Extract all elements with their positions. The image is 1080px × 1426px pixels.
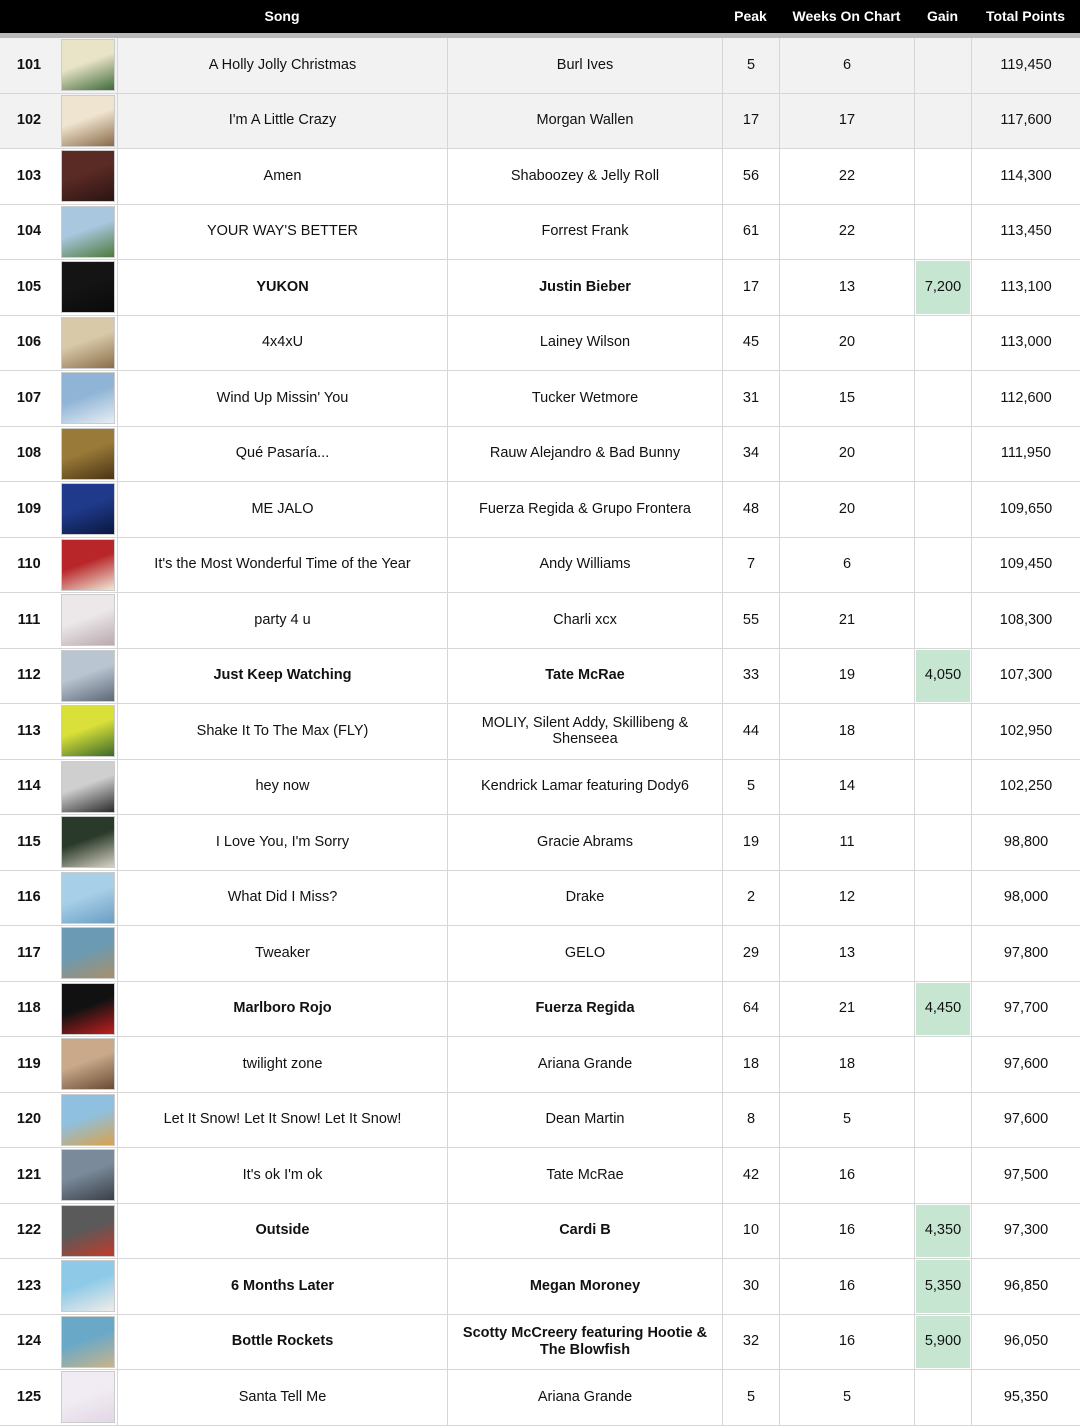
weeks-on-chart-cell: 16 [779, 1204, 914, 1259]
total-points-cell: 108,300 [971, 593, 1080, 648]
table-row[interactable] [0, 149, 1080, 205]
weeks-on-chart-cell: 5 [779, 1093, 914, 1148]
table-row[interactable] [0, 1370, 1080, 1426]
peak-cell: 29 [722, 926, 779, 981]
total-points-cell: 109,450 [971, 538, 1080, 593]
album-art-image[interactable] [61, 927, 115, 979]
artist-name[interactable]: Charli xcx [447, 593, 722, 648]
header-peak[interactable]: Peak [734, 8, 767, 24]
album-art-image[interactable] [61, 1149, 115, 1201]
gain-cell [914, 149, 971, 204]
rank-cell: 117 [17, 944, 41, 961]
gain-cell [914, 538, 971, 593]
peak-cell: 17 [722, 260, 779, 315]
table-row[interactable] [0, 260, 1080, 316]
rank-cell: 102 [16, 112, 42, 129]
gain-cell [914, 815, 971, 870]
table-row[interactable] [0, 482, 1080, 538]
weeks-on-chart-cell: 20 [779, 427, 914, 482]
total-points-cell: 113,450 [971, 205, 1080, 260]
table-row[interactable] [0, 538, 1080, 594]
peak-cell: 5 [722, 1370, 779, 1425]
song-title[interactable]: Qué Pasaría... [117, 427, 447, 482]
total-points-cell: 96,050 [971, 1315, 1080, 1370]
artist-name[interactable]: Tate McRae [447, 1148, 722, 1203]
gain-cell [914, 649, 971, 704]
song-title[interactable]: What Did I Miss? [117, 871, 447, 926]
weeks-on-chart-cell: 16 [779, 1148, 914, 1203]
gain-cell [914, 205, 971, 260]
weeks-on-chart-cell: 14 [779, 760, 914, 815]
gain-cell [914, 371, 971, 426]
album-art-cell [58, 1315, 117, 1370]
rank-cell: 121 [16, 1166, 42, 1183]
total-points-cell: 109,650 [971, 482, 1080, 537]
rank-cell: 104 [16, 223, 42, 240]
total-points-cell: 97,300 [971, 1204, 1080, 1259]
gain-cell [914, 1037, 971, 1092]
total-points-cell: 111,950 [971, 427, 1080, 482]
song-title[interactable]: twilight zone [117, 1037, 447, 1092]
weeks-on-chart-cell: 21 [779, 593, 914, 648]
song-title[interactable]: YOUR WAY'S BETTER [117, 205, 447, 260]
table-row[interactable] [0, 982, 1080, 1038]
total-points-cell: 113,000 [971, 316, 1080, 371]
peak-cell: 30 [722, 1259, 779, 1314]
gain-highlight: 5,900 [916, 1316, 970, 1369]
table-row[interactable] [0, 593, 1080, 649]
artist-name[interactable]: Shaboozey & Jelly Roll [447, 149, 722, 204]
gain-highlight: 5,350 [916, 1260, 970, 1313]
table-row[interactable] [0, 205, 1080, 261]
artist-name[interactable]: Ariana Grande [447, 1037, 722, 1092]
artist-name[interactable]: Tucker Wetmore [447, 371, 722, 426]
album-art-cell [58, 371, 117, 426]
album-art-image[interactable] [61, 372, 115, 424]
table-row[interactable] [0, 94, 1080, 150]
song-title[interactable]: It's the Most Wonderful Time of the Year [117, 538, 447, 593]
gain-cell [914, 926, 971, 981]
peak-cell: 5 [722, 38, 779, 93]
album-art-image[interactable] [61, 872, 115, 924]
gain-highlight: 4,450 [916, 983, 970, 1036]
rank-cell: 108 [16, 445, 42, 462]
weeks-on-chart-cell: 13 [779, 926, 914, 981]
artist-name[interactable]: Fuerza Regida [447, 982, 722, 1037]
weeks-on-chart-cell: 19 [779, 649, 914, 704]
album-art-image[interactable] [61, 705, 115, 757]
total-points-cell: 97,700 [971, 982, 1080, 1037]
album-art-cell [58, 482, 117, 537]
album-art-cell [58, 205, 117, 260]
total-points-cell: 97,800 [971, 926, 1080, 981]
song-title[interactable]: Wind Up Missin' You [117, 371, 447, 426]
rank-cell: 113 [17, 722, 41, 739]
artist-name[interactable]: Dean Martin [447, 1093, 722, 1148]
rank-cell: 123 [16, 1277, 42, 1294]
peak-cell: 31 [722, 371, 779, 426]
rank-cell: 114 [17, 778, 41, 795]
table-row[interactable] [0, 1093, 1080, 1149]
total-points-cell: 107,300 [971, 649, 1080, 704]
album-art-cell [58, 1259, 117, 1314]
weeks-on-chart-cell: 6 [779, 38, 914, 93]
peak-cell: 8 [722, 1093, 779, 1148]
table-row[interactable] [0, 316, 1080, 372]
peak-cell: 56 [722, 149, 779, 204]
header-artist[interactable] [447, 0, 722, 33]
album-art-image[interactable] [61, 1260, 115, 1312]
artist-name[interactable]: Megan Moroney [447, 1259, 722, 1314]
artist-name[interactable]: Fuerza Regida & Grupo Frontera [447, 482, 722, 537]
header-gain[interactable]: Gain [926, 8, 959, 24]
gain-cell [914, 760, 971, 815]
album-art-cell [58, 1093, 117, 1148]
album-art-image[interactable] [61, 261, 115, 313]
song-title[interactable]: Tweaker [117, 926, 447, 981]
rank-cell: 124 [16, 1333, 42, 1350]
song-title[interactable]: I'm A Little Crazy [117, 94, 447, 149]
header-weeks[interactable]: Weeks On Chart [792, 8, 901, 24]
gain-cell [914, 704, 971, 759]
album-art-cell [58, 704, 117, 759]
gain-cell [914, 316, 971, 371]
total-points-cell: 97,500 [971, 1148, 1080, 1203]
album-art-image[interactable] [61, 650, 115, 702]
song-title[interactable]: Let It Snow! Let It Snow! Let It Snow! [117, 1093, 447, 1148]
weeks-on-chart-cell: 11 [779, 815, 914, 870]
artist-name[interactable]: MOLIY, Silent Addy, Skillibeng & Shenseea [447, 704, 722, 759]
peak-cell: 2 [722, 871, 779, 926]
album-art-cell [58, 316, 117, 371]
gain-cell [914, 1204, 971, 1259]
rank-cell: 122 [16, 1222, 42, 1239]
song-title[interactable]: Marlboro Rojo [117, 982, 447, 1037]
album-art-cell [58, 982, 117, 1037]
weeks-on-chart-cell: 15 [779, 371, 914, 426]
artist-name[interactable]: Ariana Grande [447, 1370, 722, 1425]
total-points-cell: 98,800 [971, 815, 1080, 870]
album-art-cell [58, 94, 117, 149]
album-art-cell [58, 760, 117, 815]
rank-cell: 101 [16, 56, 42, 73]
gain-cell [914, 482, 971, 537]
table-header [0, 0, 1080, 38]
table-row[interactable] [0, 926, 1080, 982]
song-title[interactable]: Outside [117, 1204, 447, 1259]
rank-cell: 109 [16, 500, 42, 517]
song-title[interactable]: Amen [117, 149, 447, 204]
rank-cell: 115 [17, 833, 41, 850]
table-row[interactable] [0, 1148, 1080, 1204]
album-art-image[interactable] [61, 95, 115, 147]
table-row[interactable] [0, 1204, 1080, 1260]
total-points-cell: 97,600 [971, 1037, 1080, 1092]
song-title[interactable]: Just Keep Watching [117, 649, 447, 704]
artist-name[interactable]: Morgan Wallen [447, 94, 722, 149]
table-row[interactable] [0, 1037, 1080, 1093]
gain-highlight: 4,050 [916, 650, 970, 703]
peak-cell: 10 [722, 1204, 779, 1259]
album-art-cell [58, 1370, 117, 1425]
song-title[interactable]: A Holly Jolly Christmas [117, 38, 447, 93]
gain-highlight: 4,350 [916, 1205, 970, 1258]
rank-cell: 119 [17, 1055, 41, 1072]
total-points-cell: 97,600 [971, 1093, 1080, 1148]
weeks-on-chart-cell: 16 [779, 1315, 914, 1370]
table-row[interactable] [0, 704, 1080, 760]
weeks-on-chart-cell: 6 [779, 538, 914, 593]
album-art-cell [58, 149, 117, 204]
total-points-cell: 117,600 [971, 94, 1080, 149]
weeks-on-chart-cell: 18 [779, 1037, 914, 1092]
total-points-cell: 114,300 [971, 149, 1080, 204]
weeks-on-chart-cell: 22 [779, 205, 914, 260]
album-art-image[interactable] [61, 1038, 115, 1090]
table-row[interactable] [0, 649, 1080, 705]
weeks-on-chart-cell: 17 [779, 94, 914, 149]
gain-cell [914, 1259, 971, 1314]
rank-cell: 125 [16, 1388, 42, 1405]
peak-cell: 61 [722, 205, 779, 260]
weeks-on-chart-cell: 18 [779, 704, 914, 759]
table-row[interactable] [0, 871, 1080, 927]
album-art-cell [58, 260, 117, 315]
table-row[interactable] [0, 1315, 1080, 1371]
artist-name[interactable]: Burl Ives [447, 38, 722, 93]
artist-name[interactable]: Gracie Abrams [447, 815, 722, 870]
total-points-cell: 113,100 [971, 260, 1080, 315]
album-art-cell [58, 538, 117, 593]
rank-cell: 111 [17, 611, 41, 628]
album-art-cell [58, 1037, 117, 1092]
gain-cell [914, 871, 971, 926]
album-art-image[interactable] [61, 1371, 115, 1423]
album-art-image[interactable] [61, 206, 115, 258]
song-title[interactable]: Santa Tell Me [117, 1370, 447, 1425]
artist-name[interactable]: Rauw Alejandro & Bad Bunny [447, 427, 722, 482]
table-row[interactable] [0, 427, 1080, 483]
album-art-cell [58, 649, 117, 704]
total-points-cell: 102,250 [971, 760, 1080, 815]
weeks-on-chart-cell: 20 [779, 482, 914, 537]
gain-cell [914, 260, 971, 315]
album-art-image[interactable] [61, 428, 115, 480]
peak-cell: 44 [722, 704, 779, 759]
peak-cell: 18 [722, 1037, 779, 1092]
album-art-image[interactable] [61, 983, 115, 1035]
rank-cell: 105 [16, 278, 42, 295]
album-art-image[interactable] [61, 1205, 115, 1257]
album-art-image[interactable] [61, 594, 115, 646]
gain-cell [914, 982, 971, 1037]
gain-cell [914, 1370, 971, 1425]
artist-name[interactable]: Kendrick Lamar featuring Dody6 [447, 760, 722, 815]
artist-name[interactable]: GELO [447, 926, 722, 981]
gain-cell [914, 1148, 971, 1203]
peak-cell: 7 [722, 538, 779, 593]
rank-cell: 107 [16, 389, 42, 406]
album-art-image[interactable] [61, 1094, 115, 1146]
weeks-on-chart-cell: 20 [779, 316, 914, 371]
artist-name[interactable]: Cardi B [447, 1204, 722, 1259]
artist-name[interactable]: Justin Bieber [447, 260, 722, 315]
peak-cell: 48 [722, 482, 779, 537]
song-title[interactable]: I Love You, I'm Sorry [117, 815, 447, 870]
song-title[interactable]: hey now [117, 760, 447, 815]
total-points-cell: 96,850 [971, 1259, 1080, 1314]
artist-name[interactable]: Forrest Frank [447, 205, 722, 260]
weeks-on-chart-cell: 21 [779, 982, 914, 1037]
song-title[interactable]: It's ok I'm ok [117, 1148, 447, 1203]
header-song[interactable]: Song [264, 8, 300, 24]
album-art-image[interactable] [61, 483, 115, 535]
rank-cell: 110 [17, 556, 41, 573]
song-title[interactable]: 4x4xU [117, 316, 447, 371]
peak-cell: 45 [722, 316, 779, 371]
total-points-cell: 98,000 [971, 871, 1080, 926]
album-art-image[interactable] [61, 761, 115, 813]
song-title[interactable]: Shake It To The Max (FLY) [117, 704, 447, 759]
weeks-on-chart-cell: 12 [779, 871, 914, 926]
weeks-on-chart-cell: 13 [779, 260, 914, 315]
artist-name[interactable]: Tate McRae [447, 649, 722, 704]
table-row[interactable] [0, 815, 1080, 871]
peak-cell: 55 [722, 593, 779, 648]
total-points-cell: 95,350 [971, 1370, 1080, 1425]
table-row[interactable] [0, 760, 1080, 816]
artist-name[interactable]: Andy Williams [447, 538, 722, 593]
peak-cell: 42 [722, 1148, 779, 1203]
gain-cell [914, 1093, 971, 1148]
rank-cell: 103 [16, 167, 42, 184]
gain-cell [914, 1315, 971, 1370]
album-art-image[interactable] [61, 816, 115, 868]
album-art-image[interactable] [61, 539, 115, 591]
weeks-on-chart-cell: 16 [779, 1259, 914, 1314]
peak-cell: 34 [722, 427, 779, 482]
rank-cell: 106 [16, 334, 42, 351]
artist-name[interactable]: Scotty McCreery featuring Hootie & The Blowfish [447, 1315, 722, 1370]
album-art-cell [58, 427, 117, 482]
album-art-image[interactable] [61, 1316, 115, 1368]
rank-cell: 118 [17, 1000, 41, 1017]
rank-cell: 112 [17, 667, 41, 684]
table-body [0, 38, 1080, 1426]
total-points-cell: 112,600 [971, 371, 1080, 426]
rank-cell: 120 [16, 1111, 42, 1128]
table-row[interactable] [0, 38, 1080, 94]
peak-cell: 33 [722, 649, 779, 704]
peak-cell: 64 [722, 982, 779, 1037]
peak-cell: 32 [722, 1315, 779, 1370]
song-title[interactable]: ME JALO [117, 482, 447, 537]
artist-name[interactable]: Drake [447, 871, 722, 926]
album-art-cell [58, 815, 117, 870]
gain-cell [914, 38, 971, 93]
album-art-cell [58, 38, 117, 93]
song-title[interactable]: party 4 u [117, 593, 447, 648]
peak-cell: 17 [722, 94, 779, 149]
weeks-on-chart-cell: 5 [779, 1370, 914, 1425]
album-art-cell [58, 1204, 117, 1259]
gain-highlight: 7,200 [916, 261, 970, 314]
album-art-image[interactable] [61, 39, 115, 91]
total-points-cell: 102,950 [971, 704, 1080, 759]
artist-name[interactable]: Lainey Wilson [447, 316, 722, 371]
song-title[interactable]: 6 Months Later [117, 1259, 447, 1314]
album-art-image[interactable] [61, 150, 115, 202]
song-title[interactable]: Bottle Rockets [117, 1315, 447, 1370]
peak-cell: 19 [722, 815, 779, 870]
gain-cell [914, 593, 971, 648]
header-total-points[interactable]: Total Points [985, 8, 1066, 24]
album-art-cell [58, 926, 117, 981]
gain-cell [914, 427, 971, 482]
album-art-cell [58, 871, 117, 926]
gain-cell [914, 94, 971, 149]
table-row[interactable] [0, 1259, 1080, 1315]
song-title[interactable]: YUKON [117, 260, 447, 315]
peak-cell: 5 [722, 760, 779, 815]
total-points-cell: 119,450 [971, 38, 1080, 93]
album-art-image[interactable] [61, 317, 115, 369]
weeks-on-chart-cell: 22 [779, 149, 914, 204]
table-row[interactable] [0, 371, 1080, 427]
album-art-cell [58, 1148, 117, 1203]
rank-cell: 116 [17, 889, 41, 906]
album-art-cell [58, 593, 117, 648]
